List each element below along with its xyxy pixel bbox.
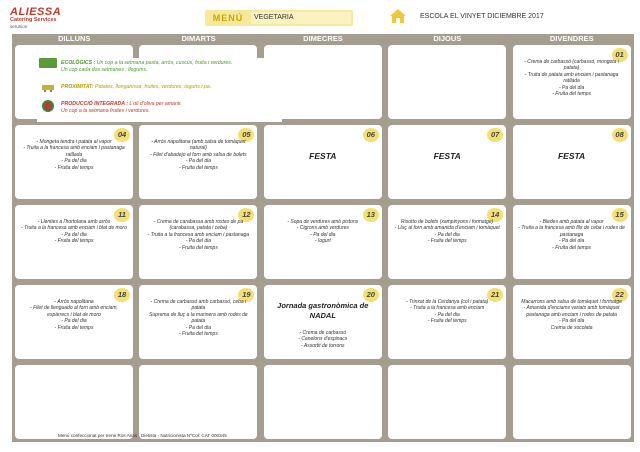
day-cell	[139, 125, 257, 199]
special-day-title: Jornada gastronòmica de NADAL	[277, 301, 369, 320]
legend-eco-text2: Un cop cada dos setmanes : llegums.	[61, 67, 148, 73]
dish-item: - Llenties a l'hortolana amb arròs	[37, 219, 111, 225]
dish-item: - Canelons d'espinacs	[298, 336, 348, 343]
dish-item: - Pa del dia	[61, 231, 87, 238]
dish-item: - Mongeta tendra i patata al vapor	[36, 139, 112, 145]
day-cell	[513, 285, 631, 359]
dish-item: - Fruita del temps	[427, 318, 467, 325]
proximity-icon	[42, 83, 54, 92]
dish-item: - Fruita del temps	[54, 324, 94, 331]
dish-list	[268, 330, 378, 349]
day-cell	[139, 365, 257, 439]
dish-item: - Pa del dia	[558, 84, 585, 91]
day-cell	[264, 205, 382, 279]
dish-item: - Truita a la francesa amb enciam i pastanaga	[147, 231, 250, 238]
day-number: 19	[238, 288, 254, 302]
logo-subtitle: Catering Services	[10, 17, 57, 23]
day-cell	[513, 125, 631, 199]
legend-int-text: L'oli d'oliva per amanir.	[129, 101, 182, 107]
dish-item: - Pa del dia	[558, 238, 585, 245]
school-name: ESCOLA EL VINYET DICIEMBRE 2017	[420, 13, 544, 20]
logo-tag: serunion	[10, 24, 28, 29]
legend-int-text2: Un cop a la setmana fruites i verdures.	[61, 108, 150, 114]
eco-leaf-icon	[39, 58, 57, 68]
day-number: 22	[612, 288, 628, 302]
footer-credit: Menú confeccionat per Irene Ros Arias , Dietista - Nutricionista NºCol: CAT 000345	[58, 433, 227, 438]
weekday-friday: DIVENDRES	[549, 34, 594, 43]
holiday-label: FESTA	[309, 151, 337, 161]
menu-type: VEGETARIA	[251, 12, 351, 24]
day-number: 12	[238, 208, 254, 222]
dish-item: Macarrons amb salsa de tomàquet i formatge	[521, 299, 622, 305]
day-cell	[388, 365, 506, 439]
dish-item: - Crema de carbassó (carbassó, mongeta i patata)	[524, 59, 619, 72]
day-number: 04	[114, 128, 130, 142]
dish-item: - Fruita del temps	[178, 244, 218, 251]
dish-item: - Fruita del temps	[54, 164, 94, 171]
dish-item: - Filet de llenguado al forn amb enciam, espàrrecs i blat de moro	[30, 305, 118, 318]
dish-item: Suprema de lluç a la marinera amb rodes de patata	[149, 311, 248, 325]
day-number: 01	[612, 48, 628, 62]
dish-item: - Cigrons amb verdures	[296, 225, 349, 232]
legend-prox	[61, 84, 281, 90]
day-cell	[388, 205, 506, 279]
weekday-wednesday: DIMECRES	[303, 34, 343, 43]
dish-item: - Pa del dia	[434, 231, 460, 238]
legend-int-title: PRODUCCIÓ INTEGRADA :	[61, 101, 128, 107]
day-cell	[15, 125, 133, 199]
dish-item: - Truita a la francesa amb enciam i blat de moro	[21, 225, 127, 232]
dish-item: - Pa del dia	[61, 158, 87, 165]
day-number: 05	[238, 128, 254, 142]
dish-item: - Crema de carabassa amb rostes de pa (carabassa, patata i ceba)	[153, 219, 244, 232]
dish-list	[19, 139, 129, 171]
dish-item: - Lluç al forn amb amanida d'enciam i tomàquet	[394, 225, 500, 232]
dish-item: - Pa del dia	[310, 231, 336, 238]
day-cell	[264, 365, 382, 439]
dish-list	[19, 219, 129, 245]
weekday-monday: DILLUNS	[57, 34, 91, 43]
dish-list	[392, 299, 502, 325]
day-cell	[15, 205, 133, 279]
dish-item: - Filet d'abadejo al forn amb salsa de bolets	[150, 151, 247, 158]
day-cell	[388, 45, 506, 119]
day-number: 21	[487, 288, 503, 302]
dish-list	[517, 59, 627, 97]
day-number: 11	[114, 208, 130, 222]
menu-label: MENÚ	[212, 13, 244, 23]
day-cell	[388, 285, 506, 359]
dish-item: - Arròs napolitana	[54, 299, 94, 305]
day-number: 06	[363, 128, 379, 142]
logo-name: ALIESSA	[10, 6, 62, 18]
day-number: 08	[612, 128, 628, 142]
weekday-tuesday: DIMARTS	[181, 34, 216, 43]
day-number: 18	[114, 288, 130, 302]
home-icon	[390, 9, 406, 23]
legend-eco-title: ECOLÒGICS :	[61, 60, 96, 66]
dish-item: - Truita a la francesa amb enciam	[410, 305, 485, 312]
dish-item: - Truita a la francesa amb enciam i pastanaga ratllada	[23, 145, 125, 158]
menu-type-badge	[205, 10, 353, 26]
dish-list	[268, 219, 378, 245]
day-number: 07	[487, 128, 503, 142]
weekday-header	[12, 34, 634, 44]
day-cell	[15, 285, 133, 359]
dish-item: - Pa del dia	[61, 318, 87, 325]
day-number: 14	[487, 208, 503, 222]
legend-prox-text: Patates, llonganissa, fruites, verdures, iogurts i pa.	[95, 84, 212, 90]
dish-item: - Trinxat de la Cerdanya (col i patata)	[406, 299, 489, 305]
dish-item: - Fruita del temps	[54, 238, 94, 245]
dish-item: Crema de xocolata	[550, 324, 593, 331]
day-cell	[139, 285, 257, 359]
legend-prox-title: PROXIMITAT:	[61, 84, 94, 90]
dish-item: - Fruita del temps	[552, 91, 592, 98]
day-cell	[264, 285, 382, 359]
legend	[37, 58, 282, 122]
dish-item: - Pa del dia	[185, 158, 212, 165]
dish-item: - Amanida d'enciams variats amb tomàquet pastanaga amb enciam i rodes de patata	[523, 305, 620, 318]
dish-item: - Truita a la francesa amb fils de ceba i rodes de pastanaga	[518, 225, 625, 238]
dish-item: - Fruita del temps	[178, 164, 218, 171]
dish-list	[143, 139, 253, 171]
dish-list	[19, 299, 129, 331]
day-cell	[513, 365, 631, 439]
day-cell	[15, 365, 133, 439]
dish-item: - Sopa de verdures amb pistons	[287, 219, 359, 225]
weekday-thursday: DIJOUS	[433, 34, 462, 43]
day-cell	[513, 205, 631, 279]
day-number: 13	[363, 208, 379, 222]
dish-item: - Crema de carbassó	[299, 330, 347, 336]
dish-item: - Arròs napolitana (amb salsa de tomàquet natural)	[151, 139, 246, 152]
dish-item: - Pa del dia	[558, 318, 585, 325]
dish-item: - Bledes amb patata al vapor	[539, 219, 604, 225]
dish-list	[517, 299, 627, 331]
dish-item: - Fruita del temps	[178, 331, 218, 338]
dish-item: - Fruita del temps	[552, 244, 592, 251]
day-cell	[513, 45, 631, 119]
dish-list	[517, 219, 627, 251]
holiday-label: FESTA	[433, 151, 461, 161]
day-cell	[139, 205, 257, 279]
dish-item: Risotto de bolets (xampinyons i formatge)	[401, 219, 494, 225]
legend-eco-text: Un cop a la setmana pasta, arròs, cuscús, fruita i verdures.	[96, 60, 233, 66]
catering-logo	[10, 6, 80, 36]
dish-item: - Assortit de torrons	[301, 342, 345, 349]
dish-list	[143, 219, 253, 251]
day-cell	[388, 125, 506, 199]
dish-item: - Pa del dia	[185, 324, 212, 331]
dish-item: - Pa del dia	[434, 311, 460, 318]
day-cell	[264, 125, 382, 199]
integrated-production-icon	[42, 100, 54, 112]
day-number: 20	[363, 288, 379, 302]
dish-list	[143, 299, 253, 337]
day-number: 15	[612, 208, 628, 222]
dish-list	[392, 219, 502, 245]
dish-item: - Fruita del temps	[427, 238, 467, 245]
dish-item: - Iogurt	[314, 238, 331, 245]
dish-item: - Pa del dia	[185, 238, 212, 245]
legend-int	[61, 101, 281, 107]
dish-item: - Crema de carbassó amb carbassó, ceba i patata	[150, 299, 247, 312]
dish-item: - Truita de patata amb enciam i pastanaga ratllada	[524, 71, 619, 85]
holiday-label: FESTA	[557, 151, 586, 161]
legend-eco	[61, 60, 281, 66]
